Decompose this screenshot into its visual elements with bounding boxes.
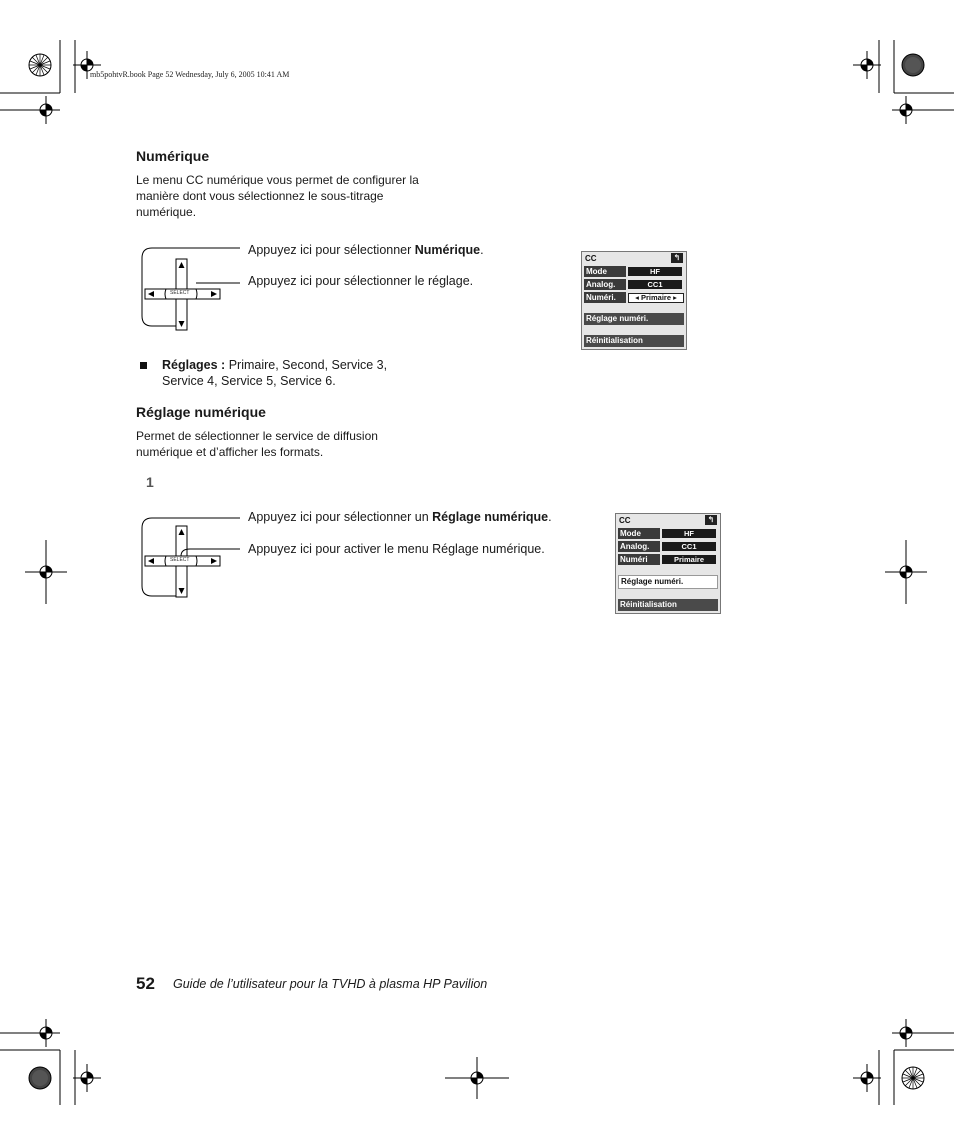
section-heading-reglage-numerique: Réglage numérique [136, 404, 266, 420]
back-arrow-icon: ↰ [671, 253, 683, 263]
left-arrow-icon: ◂ [635, 293, 641, 302]
footer-title: Guide de l’utilisateur pour la TVHD à plasma HP Pavilion [173, 977, 488, 991]
menu-row-numeri: Numéri Primaire [618, 554, 718, 565]
paragraph-line: manière dont vous sélectionnez le sous-titrage [136, 189, 384, 203]
menu-item-reglage-numeri: Réglage numéri. [584, 313, 684, 325]
section-heading-numerique: Numérique [136, 148, 210, 164]
settings-bullet: Réglages : Primaire, Second, Service 3, Service 4, Service 5, Service 6. [162, 358, 388, 388]
menu-item-reinitialisation: Réinitialisation [584, 335, 684, 347]
callout-select-setting: Appuyez ici pour sélectionner le réglage. [248, 274, 474, 288]
menu-title: CC [619, 516, 631, 525]
paragraph-line: numérique et d’afficher les formats. [136, 445, 324, 459]
file-info-header: mb5pohtvR.book Page 52 Wednesday, July 6, 2005 10:41 AM [90, 70, 290, 79]
right-arrow-icon: ▸ [671, 293, 677, 302]
menu-title: CC [585, 254, 597, 263]
menu-row-numeri: Numéri. ◂ Primaire ▸ [584, 292, 684, 303]
menu-item-reglage-numeri: Réglage numéri. [618, 575, 718, 589]
callout-activate-menu: Appuyez ici pour activer le menu Réglage numérique. [248, 542, 545, 556]
paragraph-line: Le menu CC numérique vous permet de configurer la [136, 173, 419, 187]
paragraph-line: Permet de sélectionner le service de diffusion [136, 429, 378, 443]
menu-row-analog: Analog. CC1 [584, 279, 684, 290]
step-number: 1 [146, 474, 154, 490]
menu-item-reinitialisation: Réinitialisation [618, 599, 718, 611]
cc-menu-screen [615, 513, 721, 614]
page-number: 52 [136, 974, 155, 993]
menu-row-mode: Mode HF [584, 266, 684, 277]
back-arrow-icon: ↰ [705, 515, 717, 525]
paragraph-line: numérique. [136, 205, 197, 219]
callout-select-reglage-numerique: Appuyez ici pour sélectionner un Réglage numérique. [248, 510, 552, 524]
select-button-label: SELECT [170, 557, 190, 563]
callout-select-numerique: Appuyez ici pour sélectionner Numérique. [248, 243, 484, 257]
menu-row-analog: Analog. CC1 [618, 541, 718, 552]
select-button-label: SELECT [170, 290, 190, 296]
menu-row-mode: Mode HF [618, 528, 718, 539]
